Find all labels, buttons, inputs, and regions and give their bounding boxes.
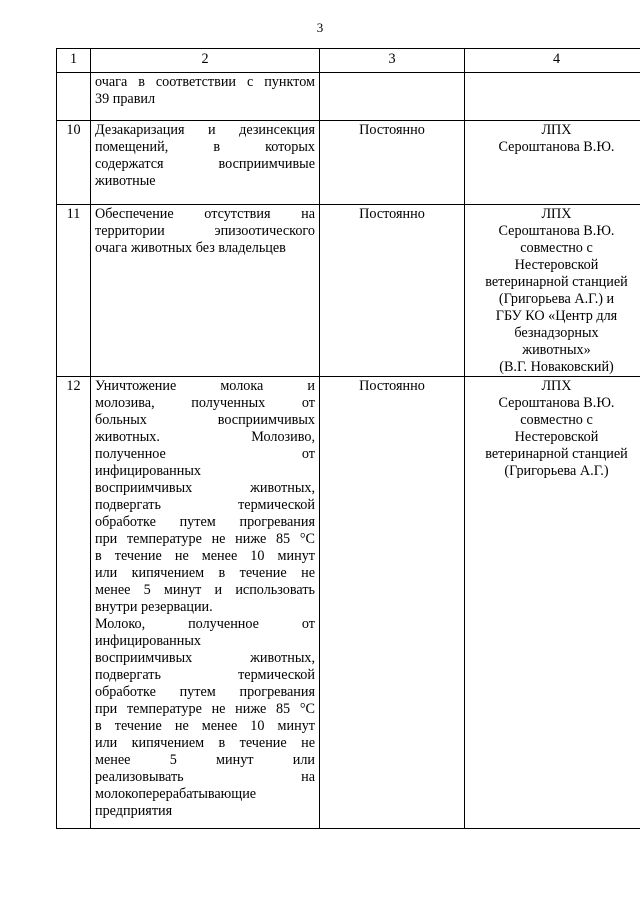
- measure-line: территории эпизоотического: [95, 223, 315, 239]
- row-number: 11: [57, 205, 91, 377]
- measure-line: содержатся восприимчивые: [95, 156, 315, 172]
- responsible-line: (Григорьева А.Г.) и: [498, 291, 615, 307]
- term-cell: Постоянно: [320, 205, 465, 377]
- measure-line: подвергать термической: [95, 497, 315, 513]
- responsible-line: Нестеровской: [514, 429, 599, 445]
- measures-table: [56, 48, 640, 829]
- table-row: [57, 377, 640, 829]
- measure-line: или кипячением в течение не: [95, 735, 315, 751]
- responsible-line: ГБУ КО «Центр для: [495, 308, 618, 324]
- measure-line: Уничтожение молока и: [95, 378, 315, 394]
- measure-cell: [91, 377, 320, 829]
- measure-line: помещений, в которых: [95, 139, 315, 155]
- responsible-line: ЛПХ: [541, 122, 572, 138]
- responsible-line: ветеринарной станцией: [485, 274, 628, 290]
- measure-line: животных. Молозиво,: [95, 429, 315, 445]
- measure-line: при температуре не ниже 85 °С: [95, 701, 315, 717]
- responsible-cell: [465, 73, 640, 121]
- term-cell: [320, 73, 465, 121]
- measure-line: обработке путем прогревания: [95, 514, 315, 530]
- measure-line: 39 правил: [95, 91, 156, 107]
- measure-line: Дезакаризация и дезинсекция: [95, 122, 315, 138]
- responsible-line: ЛПХ: [541, 378, 572, 394]
- responsible-cell: [465, 377, 640, 829]
- responsible-line: (Григорьева А.Г.): [504, 463, 609, 479]
- measure-line: или кипячением в течение не: [95, 565, 315, 581]
- row-number: 12: [57, 377, 91, 829]
- table-row: [57, 205, 640, 377]
- measure-line: восприимчивых животных,: [95, 650, 315, 666]
- measure-line: восприимчивых животных,: [95, 480, 315, 496]
- measure-line: менее 5 минут и использовать: [95, 582, 315, 598]
- term-cell: Постоянно: [320, 377, 465, 829]
- measure-line: больных восприимчивых: [95, 412, 315, 428]
- row-number: 10: [57, 121, 91, 205]
- measure-line: очага животных без владельцев: [95, 240, 286, 256]
- responsible-line: Серoштанова В.Ю.: [498, 395, 615, 411]
- term-cell: Постоянно: [320, 121, 465, 205]
- measure-line: в течение не менее 10 минут: [95, 548, 315, 564]
- measure-cell: [91, 121, 320, 205]
- row-number: [57, 73, 91, 121]
- measure-line: менее 5 минут или: [95, 752, 315, 768]
- measure-line: в течение не менее 10 минут: [95, 718, 315, 734]
- measure-cell: [91, 73, 320, 121]
- header-col-2: 2: [91, 49, 320, 73]
- responsible-line: Серoштанова В.Ю.: [498, 223, 615, 239]
- responsible-line: совместно с: [520, 240, 593, 256]
- responsible-line: животных»: [522, 342, 591, 358]
- responsible-cell: [465, 121, 640, 205]
- table-row: [57, 121, 640, 205]
- measure-line: молокоперерабатывающие: [95, 786, 257, 802]
- measure-line: Молоко, полученное от: [95, 616, 315, 632]
- header-col-3: 3: [320, 49, 465, 73]
- measure-cell: [91, 205, 320, 377]
- responsible-line: безнадзорных: [514, 325, 599, 341]
- measure-line: Обеспечение отсутствия на: [95, 206, 315, 222]
- responsible-line: Нестеровской: [514, 257, 599, 273]
- responsible-line: (В.Г. Новаковский): [499, 359, 614, 375]
- page-number: 3: [316, 20, 324, 35]
- measure-line: инфицированных: [95, 633, 201, 649]
- responsible-line: Серoштанова В.Ю.: [498, 139, 615, 155]
- measure-line: молозива, полученных от: [95, 395, 315, 411]
- measure-line: предприятия: [95, 803, 173, 819]
- responsible-line: ветеринарной станцией: [485, 446, 628, 462]
- measure-line: животные: [95, 173, 156, 189]
- measure-line: при температуре не ниже 85 °С: [95, 531, 315, 547]
- table-row: [57, 73, 640, 121]
- measure-line: полученное от: [95, 446, 315, 462]
- measure-line: внутри резервации.: [95, 599, 213, 615]
- header-col-4: 4: [465, 49, 640, 73]
- responsible-line: совместно с: [520, 412, 593, 428]
- measure-line: очага в соответствии с пунктом: [95, 74, 315, 90]
- responsible-line: ЛПХ: [541, 206, 572, 222]
- table-header-row: [57, 49, 640, 73]
- measure-line: подвергать термической: [95, 667, 315, 683]
- measure-line: инфицированных: [95, 463, 201, 479]
- measure-line: реализовывать на: [95, 769, 315, 785]
- header-col-1: 1: [57, 49, 91, 73]
- responsible-cell: [465, 205, 640, 377]
- measure-line: обработке путем прогревания: [95, 684, 315, 700]
